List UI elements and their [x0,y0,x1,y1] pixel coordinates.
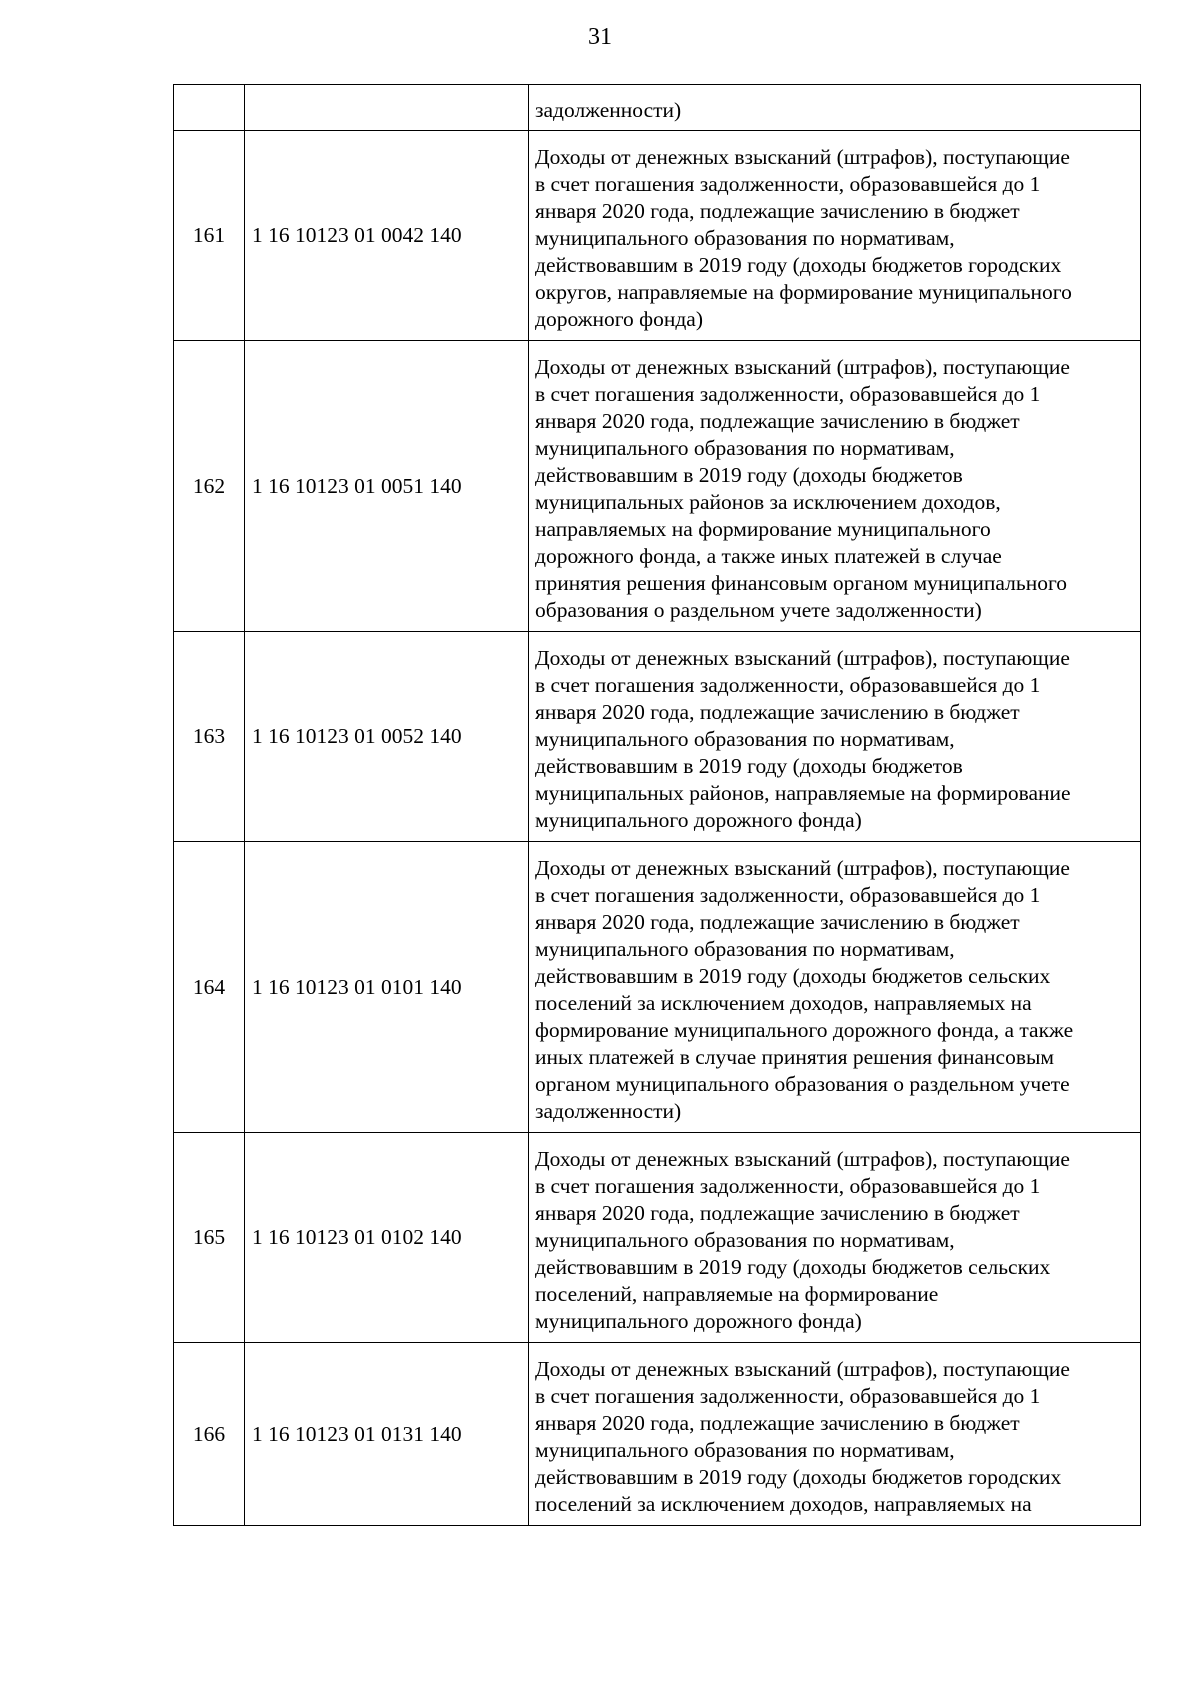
row-number: 165 [174,1133,245,1343]
row-number: 164 [174,842,245,1133]
description-line: января 2020 года, подлежащие зачислению в бюджет [535,199,1020,223]
description-line: муниципального образования по нормативам, [535,226,955,250]
description-line: Доходы от денежных взысканий (штрафов), поступающие [535,856,1070,880]
revenue-description [529,131,1141,341]
description-line: дорожного фонда, а также иных платежей в случае [535,544,1002,568]
description-line: Доходы от денежных взысканий (штрафов), поступающие [535,1357,1070,1381]
description-line: муниципальных районов за исключением доходов, [535,490,1001,514]
description-line: муниципального образования по нормативам, [535,1438,955,1462]
description-line: поселений за исключением доходов, направляемых на [535,1492,1032,1516]
description-line: января 2020 года, подлежащие зачислению в бюджет [535,1411,1020,1435]
table-body [174,85,1141,1526]
row-number: 163 [174,632,245,842]
row-number: 162 [174,341,245,632]
description-line: формирование муниципального дорожного фонда, а также [535,1018,1074,1042]
table-row [174,842,1141,1133]
description-line: образования о раздельном учете задолженности) [535,598,982,622]
description-line: направляемых на формирование муниципального [535,517,991,541]
revenue-description [529,1343,1141,1526]
budget-classification-code: 1 16 10123 01 0102 140 [245,1133,529,1343]
description-line: Доходы от денежных взысканий (штрафов), поступающие [535,355,1070,379]
description-line: января 2020 года, подлежащие зачислению в бюджет [535,700,1020,724]
description-line: Доходы от денежных взысканий (штрафов), поступающие [535,1147,1070,1171]
description-line: января 2020 года, подлежащие зачислению в бюджет [535,1201,1020,1225]
budget-classification-code: 1 16 10123 01 0051 140 [245,341,529,632]
description-line: в счет погашения задолженности, образовавшейся до 1 [535,883,1041,907]
description-line: в счет погашения задолженности, образовавшейся до 1 [535,382,1041,406]
description-line: муниципального образования по нормативам, [535,937,955,961]
description-line: муниципальных районов, направляемые на формирование [535,781,1071,805]
description-line: января 2020 года, подлежащие зачислению в бюджет [535,910,1020,934]
description-line: задолженности) [535,98,682,122]
description-line: муниципального образования по нормативам, [535,436,955,460]
description-line: дорожного фонда) [535,307,704,331]
description-line: принятия решения финансовым органом муниципального [535,571,1067,595]
row-number: 166 [174,1343,245,1526]
table-row [174,1133,1141,1343]
page-number: 31 [588,24,612,50]
row-number [174,85,245,131]
description-line: муниципального дорожного фонда) [535,1309,862,1333]
description-line: в счет погашения задолженности, образовавшейся до 1 [535,1174,1041,1198]
table-row [174,632,1141,842]
budget-classification-code: 1 16 10123 01 0052 140 [245,632,529,842]
description-line: действовавшим в 2019 году (доходы бюджетов городских [535,253,1062,277]
table-row [174,131,1141,341]
description-line: муниципального образования по нормативам, [535,1228,955,1252]
description-line: в счет погашения задолженности, образовавшейся до 1 [535,172,1041,196]
description-line: муниципального образования по нормативам, [535,727,955,751]
budget-classification-code: 1 16 10123 01 0131 140 [245,1343,529,1526]
description-line: иных платежей в случае принятия решения финансовым [535,1045,1055,1069]
description-line: действовавшим в 2019 году (доходы бюджетов [535,754,963,778]
description-line: действовавшим в 2019 году (доходы бюджетов городских [535,1465,1062,1489]
description-line: действовавшим в 2019 году (доходы бюджетов сельских [535,1255,1051,1279]
description-line: Доходы от денежных взысканий (штрафов), поступающие [535,145,1070,169]
table-row [174,85,1141,131]
description-line: округов, направляемые на формирование муниципального [535,280,1072,304]
budget-classification-code: 1 16 10123 01 0101 140 [245,842,529,1133]
description-line: задолженности) [535,1099,682,1123]
table-row [174,1343,1141,1526]
table-row [174,341,1141,632]
revenue-codes-table [173,84,1141,1526]
description-line: в счет погашения задолженности, образовавшейся до 1 [535,1384,1041,1408]
row-number: 161 [174,131,245,341]
description-line: поселений за исключением доходов, направляемых на [535,991,1032,1015]
revenue-description [529,1133,1141,1343]
description-line: января 2020 года, подлежащие зачислению в бюджет [535,409,1020,433]
description-line: действовавшим в 2019 году (доходы бюджетов сельских [535,964,1051,988]
description-line: поселений, направляемые на формирование [535,1282,939,1306]
revenue-description [529,632,1141,842]
description-line: муниципального дорожного фонда) [535,808,862,832]
description-line: в счет погашения задолженности, образовавшейся до 1 [535,673,1041,697]
description-line: Доходы от денежных взысканий (штрафов), поступающие [535,646,1070,670]
budget-classification-code [245,85,529,131]
revenue-description [529,85,1141,131]
description-line: действовавшим в 2019 году (доходы бюджетов [535,463,963,487]
budget-classification-code: 1 16 10123 01 0042 140 [245,131,529,341]
revenue-description [529,842,1141,1133]
revenue-description [529,341,1141,632]
description-line: органом муниципального образования о раздельном учете [535,1072,1070,1096]
